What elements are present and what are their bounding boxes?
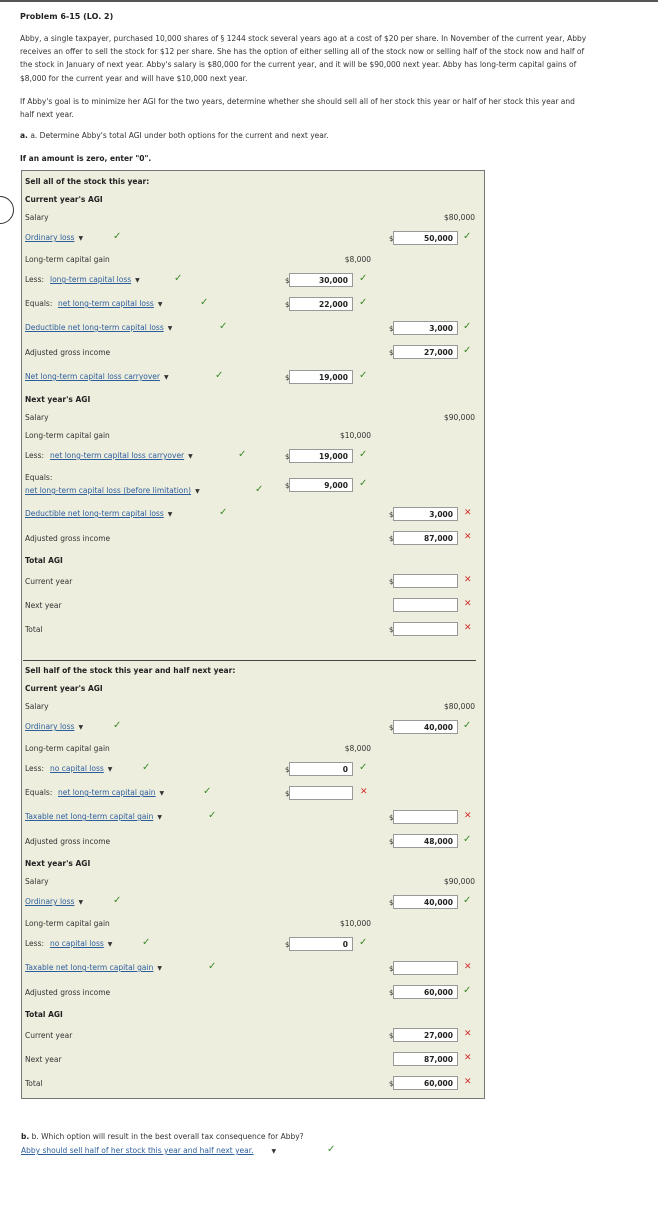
option2-taxable-dropdown-label: Taxable net long-term capital gain: [25, 812, 154, 821]
dollar-sign: $: [389, 235, 394, 243]
option1-less-dropdown-label: long-term capital loss: [50, 275, 132, 284]
x-icon: ✕: [464, 811, 472, 821]
option1-total-label: Total: [25, 625, 43, 634]
option2-salary-label: Salary: [25, 702, 49, 711]
x-icon: ✕: [464, 599, 472, 609]
caret-down-icon: ▼: [167, 325, 173, 332]
part-a-question: a. a. Determine Abby's total AGI under both options for the current and next year.: [20, 131, 329, 140]
option1-total-heading: Total AGI: [25, 556, 63, 565]
check-icon: ✓: [113, 720, 122, 731]
option1-current-heading: Current year's AGI: [25, 195, 103, 204]
option1-equals-dropdown-label: net long-term capital loss: [58, 299, 154, 308]
option2-total-label: Total: [25, 1079, 43, 1088]
dollar-sign: $: [389, 814, 394, 822]
option1-carryover-dropdown[interactable]: [25, 372, 169, 381]
option2-next-less-dropdown[interactable]: [50, 939, 112, 948]
option2-next-ltcg-value: $10,000: [339, 919, 371, 928]
option1-next-deduct-dropdown[interactable]: [25, 509, 172, 518]
check-icon: ✓: [238, 449, 247, 460]
option2-equals-dropdown-label: net long-term capital gain: [58, 788, 156, 797]
dollar-sign: $: [389, 1032, 394, 1040]
option1-equals-input[interactable]: 22,000: [289, 297, 353, 311]
caret-down-icon: ▼: [157, 965, 162, 972]
option1-agi-label: Adjusted gross income: [25, 348, 111, 357]
dollar-sign: $: [285, 277, 290, 285]
caret-down-icon: ▼: [107, 766, 113, 773]
option2-next-loss-dropdown[interactable]: [25, 897, 83, 906]
dollar-sign: $: [285, 453, 290, 461]
option2-next-less-label: Less:: [25, 939, 45, 948]
x-icon: ✕: [360, 787, 368, 797]
option1-next-salary-value: $90,000: [443, 413, 475, 422]
check-icon: ✓: [359, 297, 368, 308]
option1-salary-label: Salary: [25, 213, 49, 222]
option2-equals-dropdown[interactable]: [58, 788, 164, 797]
check-icon: ✓: [142, 937, 151, 948]
check-icon: ✓: [200, 297, 209, 308]
check-icon: ✓: [255, 484, 264, 495]
option2-less-dropdown-label: no capital loss: [50, 764, 104, 773]
dollar-sign: $: [389, 349, 394, 357]
option1-next-ltcg-label: Long-term capital gain: [25, 431, 110, 440]
option1-next-less-input[interactable]: 19,000: [289, 449, 353, 463]
check-icon: ✓: [463, 720, 472, 731]
option1-next-year-label: Next year: [25, 601, 62, 610]
option1-next-less-dropdown-label: net long-term capital loss carryover: [50, 451, 185, 460]
caret-down-icon: ▼: [195, 488, 200, 495]
option1-next-equals-input[interactable]: 9,000: [289, 478, 353, 492]
option1-loss-dropdown[interactable]: [25, 233, 83, 242]
option2-current-year-input[interactable]: 27,000: [393, 1028, 458, 1042]
option2-next-salary-label: Salary: [25, 877, 49, 886]
option1-next-equals-dropdown-label: net long-term capital loss (before limitation): [25, 486, 192, 495]
option1-equals-label: Equals:: [25, 299, 53, 308]
option2-next-salary-value: $90,000: [443, 877, 475, 886]
top-border: [0, 0, 658, 2]
caret-down-icon: ▼: [157, 301, 163, 308]
x-icon: ✕: [464, 1029, 472, 1039]
option2-equals-label: Equals:: [25, 788, 53, 797]
dollar-sign: $: [285, 374, 290, 382]
check-icon: ✓: [463, 231, 472, 242]
option2-next-year-input[interactable]: 87,000: [393, 1052, 458, 1066]
option2-loss-dropdown[interactable]: [25, 722, 83, 731]
check-icon: ✓: [174, 273, 183, 284]
check-icon: ✓: [359, 273, 368, 284]
caret-down-icon: ▼: [135, 277, 140, 284]
caret-down-icon: ▼: [188, 453, 193, 460]
side-marker: [0, 196, 14, 224]
part-b-dropdown-label: Abby should sell half of her stock this year and half next year.: [21, 1146, 254, 1155]
option1-heading: Sell all of the stock this year:: [25, 177, 150, 186]
option2-heading: Sell half of the stock this year and half next year:: [25, 666, 236, 675]
x-icon: ✕: [464, 532, 472, 542]
option2-less-dropdown[interactable]: [50, 764, 112, 773]
option1-ltcg-value: $8,000: [344, 255, 371, 264]
option2-next-loss-input[interactable]: 40,000: [393, 895, 458, 909]
option2-next-taxable-dropdown-label: Taxable net long-term capital gain: [25, 963, 154, 972]
option2-taxable-dropdown[interactable]: [25, 812, 162, 821]
option1-next-deduct-input[interactable]: 3,000: [393, 507, 458, 521]
option2-ltcg-label: Long-term capital gain: [25, 744, 110, 753]
option1-next-salary-label: Salary: [25, 413, 49, 422]
option1-next-agi-label: Adjusted gross income: [25, 534, 111, 543]
option2-next-agi-input[interactable]: 60,000: [393, 985, 458, 999]
dollar-sign: $: [389, 899, 394, 907]
option1-next-less-dropdown[interactable]: [50, 451, 193, 460]
option1-loss-input[interactable]: 50,000: [393, 231, 458, 245]
dollar-sign: $: [285, 941, 290, 949]
dollar-sign: $: [389, 1080, 394, 1088]
option1-deduct-dropdown-label: Deductible net long-term capital loss: [25, 323, 164, 332]
zero-note: If an amount is zero, enter "0".: [20, 154, 152, 163]
option2-next-agi-label: Adjusted gross income: [25, 988, 111, 997]
x-icon: ✕: [464, 1077, 472, 1087]
option2-total-input[interactable]: 60,000: [393, 1076, 458, 1090]
x-icon: ✕: [464, 575, 472, 585]
part-a-text: a. Determine Abby's total AGI under both options for the current and next year.: [30, 131, 329, 140]
check-icon: ✓: [327, 1144, 336, 1155]
problem-intro: Abby, a single taxpayer, purchased 10,000 shares of § 1244 stock several years ago at a cost of $20 per share. In November of the current year, Abby receives an offer to sell the stock for $12 per share. She has the option of either selling all of the stock now or selling half of the stock now and half of the stock in January of next year. Abby's salary is $80,000 for the current year, and it will be $90,000 next year. Abby has long-term capital gains of $8,000 for the current year and will have $10,000 next year.: [20, 34, 587, 83]
dollar-sign: $: [285, 301, 290, 309]
dollar-sign: $: [389, 325, 394, 333]
option2-taxable-input[interactable]: [393, 810, 458, 824]
dollar-sign: $: [389, 989, 394, 997]
dollar-sign: $: [389, 626, 394, 634]
x-icon: ✕: [464, 623, 472, 633]
check-icon: ✓: [208, 961, 217, 972]
option2-loss-input[interactable]: 40,000: [393, 720, 458, 734]
option1-loss-dropdown-label: Ordinary loss: [25, 233, 75, 242]
dollar-sign: $: [389, 535, 394, 543]
caret-down-icon: ▼: [164, 374, 169, 381]
option2-total-heading: Total AGI: [25, 1010, 63, 1019]
option2-current-year-label: Current year: [25, 1031, 73, 1040]
option1-agi-input[interactable]: 27,000: [393, 345, 458, 359]
check-icon: ✓: [463, 895, 472, 906]
x-icon: ✕: [464, 1053, 472, 1063]
option1-carryover-dropdown-label: Net long-term capital loss carryover: [25, 372, 160, 381]
check-icon: ✓: [463, 834, 472, 845]
dollar-sign: $: [389, 965, 394, 973]
caret-down-icon: ▼: [78, 724, 84, 731]
check-icon: ✓: [359, 370, 368, 381]
option2-next-ltcg-label: Long-term capital gain: [25, 919, 110, 928]
option1-salary-value: $80,000: [443, 213, 475, 222]
check-icon: ✓: [219, 507, 228, 518]
option1-next-less-label: Less:: [25, 451, 45, 460]
option2-agi-label: Adjusted gross income: [25, 837, 111, 846]
check-icon: ✓: [142, 762, 151, 773]
option2-next-taxable-dropdown[interactable]: [25, 963, 162, 972]
part-b-question: b. b. Which option will result in the best overall tax consequence for Abby?: [21, 1132, 304, 1141]
check-icon: ✓: [463, 985, 472, 996]
option2-loss-dropdown-label: Ordinary loss: [25, 722, 75, 731]
check-icon: ✓: [359, 478, 368, 489]
check-icon: ✓: [113, 895, 122, 906]
dollar-sign: $: [389, 511, 394, 519]
part-b-dropdown[interactable]: [21, 1146, 276, 1155]
option1-next-heading: Next year's AGI: [25, 395, 91, 404]
option1-next-deduct-dropdown-label: Deductible net long-term capital loss: [25, 509, 164, 518]
check-icon: ✓: [208, 810, 217, 821]
option1-next-year-input[interactable]: [393, 598, 458, 612]
option1-equals-dropdown[interactable]: [58, 299, 162, 308]
option1-less-label: Less:: [25, 275, 45, 284]
option1-ltcg-label: Long-term capital gain: [25, 255, 110, 264]
caret-down-icon: ▼: [78, 899, 84, 906]
caret-down-icon: ▼: [167, 511, 173, 518]
option1-carryover-input[interactable]: 19,000: [289, 370, 353, 384]
dollar-sign: $: [285, 766, 290, 774]
option1-next-equals-label: Equals:: [25, 473, 53, 482]
caret-down-icon: ▼: [107, 941, 113, 948]
x-icon: ✕: [464, 962, 472, 972]
caret-down-icon: ▼: [78, 235, 84, 242]
check-icon: ✓: [359, 449, 368, 460]
check-icon: ✓: [463, 321, 472, 332]
option2-equals-input[interactable]: [289, 786, 353, 800]
option2-agi-input[interactable]: 48,000: [393, 834, 458, 848]
option2-next-heading: Next year's AGI: [25, 859, 91, 868]
part-b-text: b. Which option will result in the best overall tax consequence for Abby?: [31, 1132, 304, 1141]
check-icon: ✓: [219, 321, 228, 332]
option1-next-agi-input[interactable]: 87,000: [393, 531, 458, 545]
check-icon: ✓: [463, 345, 472, 356]
check-icon: ✓: [359, 762, 368, 773]
option2-current-heading: Current year's AGI: [25, 684, 103, 693]
option1-total-input[interactable]: [393, 622, 458, 636]
option2-ltcg-value: $8,000: [344, 744, 371, 753]
dollar-sign: $: [285, 790, 290, 798]
dollar-sign: $: [389, 838, 394, 846]
caret-down-icon: ▼: [271, 1148, 277, 1155]
option1-less-dropdown[interactable]: [50, 275, 140, 284]
option1-next-ltcg-value: $10,000: [339, 431, 371, 440]
option2-next-year-label: Next year: [25, 1055, 62, 1064]
check-icon: ✓: [359, 937, 368, 948]
option2-salary-value: $80,000: [443, 702, 475, 711]
dollar-sign: $: [285, 482, 290, 490]
option1-less-input[interactable]: 30,000: [289, 273, 353, 287]
caret-down-icon: ▼: [157, 814, 162, 821]
dollar-sign: $: [389, 724, 394, 732]
check-icon: ✓: [203, 786, 212, 797]
option2-next-taxable-input[interactable]: [393, 961, 458, 975]
option2-less-label: Less:: [25, 764, 45, 773]
option1-current-year-input[interactable]: [393, 574, 458, 588]
problem-title: Problem 6-15 (LO. 2): [20, 12, 114, 21]
check-icon: ✓: [215, 370, 224, 381]
option1-current-year-label: Current year: [25, 577, 73, 586]
dollar-sign: $: [389, 578, 394, 586]
option2-less-input[interactable]: 0: [289, 762, 353, 776]
caret-down-icon: ▼: [159, 790, 165, 797]
option2-next-less-input[interactable]: 0: [289, 937, 353, 951]
option1-next-equals-dropdown[interactable]: [25, 486, 200, 495]
option2-next-loss-dropdown-label: Ordinary loss: [25, 897, 75, 906]
option1-deduct-input[interactable]: 3,000: [393, 321, 458, 335]
option1-deduct-dropdown[interactable]: [25, 323, 172, 332]
x-icon: ✕: [464, 508, 472, 518]
option-divider: [23, 660, 476, 661]
option2-next-less-dropdown-label: no capital loss: [50, 939, 104, 948]
check-icon: ✓: [113, 231, 122, 242]
problem-goal: If Abby's goal is to minimize her AGI for the two years, determine whether she should sell all of her stock this year or half of her stock this year and half next year.: [20, 97, 575, 120]
